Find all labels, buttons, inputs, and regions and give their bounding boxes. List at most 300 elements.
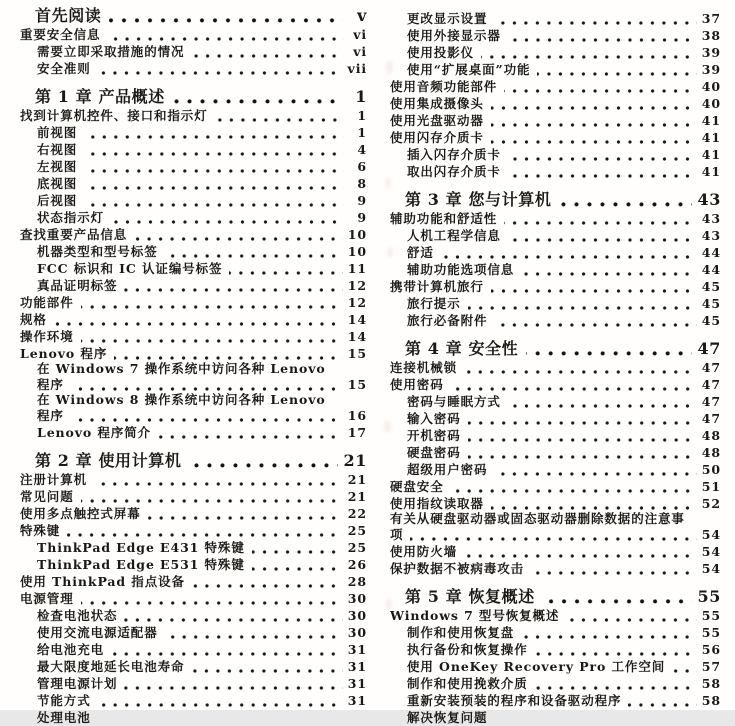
entry-title: 第 4 章 安全性 — [405, 339, 519, 358]
page-number: 25 — [347, 540, 367, 555]
page-number: 15 — [347, 346, 367, 361]
page-number: 9 — [357, 193, 367, 208]
page-number: vii — [347, 61, 367, 76]
dot-leader — [494, 323, 696, 327]
entry-title: 辅助功能和舒适性 — [390, 211, 498, 226]
entry-title: 节能方式 — [37, 693, 91, 708]
entry-title: 执行备份和恢复操作 — [407, 642, 528, 657]
dot-leader — [148, 516, 343, 520]
page-number: 40 — [701, 96, 721, 111]
page-number: 41 — [701, 130, 721, 145]
dot-leader — [508, 174, 697, 178]
entry-title: 底视图 — [37, 176, 78, 191]
dot-leader — [491, 140, 697, 144]
toc-entry — [20, 260, 367, 277]
entry-title: 程序 — [37, 377, 64, 392]
entry-title: 使用交流电源适配器 — [37, 625, 158, 640]
entry-title: 状态指示灯 — [37, 210, 105, 225]
page-number: 15 — [347, 377, 367, 392]
entry-title: 超级用户密码 — [407, 462, 488, 477]
entry-title: Lenovo 程序 — [20, 346, 108, 361]
entry-title: 使用集成摄像头 — [390, 96, 484, 111]
entry-title: 安全准则 — [37, 61, 91, 76]
entry-title: 使用投影仪 — [407, 45, 475, 60]
page-number: 31 — [347, 659, 367, 674]
toc-entry — [390, 427, 721, 444]
toc-entry — [20, 692, 367, 709]
toc-entry — [20, 175, 367, 192]
entry-title: 开机密码 — [407, 428, 461, 443]
entry-title: 输入密码 — [407, 411, 461, 426]
toc-entry — [20, 243, 367, 260]
toc-entry — [20, 226, 367, 243]
toc-entry — [390, 512, 721, 543]
toc-entry — [390, 543, 721, 560]
toc-entry — [20, 624, 367, 641]
entry-title: 携带计算机旅行 — [390, 279, 484, 294]
dot-leader — [98, 703, 343, 707]
dot-leader — [252, 567, 343, 571]
page-number: 21 — [347, 472, 367, 487]
dot-leader — [109, 18, 343, 23]
page-number: 16 — [347, 408, 367, 423]
dot-leader — [158, 435, 343, 439]
page-number: 41 — [701, 164, 721, 179]
page-number: 54 — [701, 561, 721, 576]
toc-entry — [390, 95, 721, 112]
entry-title: 操作环境 — [20, 329, 74, 344]
toc-entry — [390, 112, 721, 129]
entry-title: 制作和使用恢复盘 — [407, 625, 515, 640]
toc-entry — [20, 107, 367, 124]
toc-entry — [390, 692, 721, 709]
dot-leader — [191, 669, 342, 673]
entry-title: 真品证明标签 — [37, 278, 118, 293]
toc-entry — [20, 573, 367, 590]
page-number: 30 — [347, 608, 367, 623]
dot-leader — [559, 202, 691, 207]
entry-title: ThinkPad Edge E531 特殊键 — [37, 557, 245, 572]
entry-title: 管理电源计划 — [37, 676, 118, 691]
dot-leader — [491, 506, 697, 510]
dot-leader — [508, 238, 697, 242]
dot-leader — [81, 499, 343, 503]
entry-title: 规格 — [20, 312, 47, 327]
dot-leader — [84, 135, 344, 139]
dot-leader — [543, 599, 692, 604]
toc-entry — [20, 6, 367, 26]
dot-leader — [441, 255, 697, 259]
page-number: 47 — [701, 411, 721, 426]
dot-leader — [111, 220, 344, 224]
dot-leader — [504, 221, 697, 225]
entry-title: 处理电池 — [37, 710, 91, 725]
entry-title: 插入闪存介质卡 — [407, 147, 501, 162]
entry-title: 第 1 章 产品概述 — [35, 87, 165, 106]
dot-leader — [464, 554, 697, 558]
toc-entry — [390, 27, 721, 44]
toc-entry — [390, 278, 721, 295]
toc-entry — [20, 709, 367, 726]
entry-title: 第 2 章 使用计算机 — [35, 451, 182, 470]
dot-leader — [134, 237, 343, 241]
page-number: 26 — [347, 557, 367, 572]
entry-title: Lenovo 程序简介 — [37, 425, 152, 440]
entry-last-line — [37, 376, 367, 393]
entry-title: 重新安装预装的程序和设备驱动程序 — [407, 693, 622, 708]
toc-entry — [390, 210, 721, 227]
toc-entry — [390, 261, 721, 278]
toc-entry — [20, 192, 367, 209]
entry-title: 制作和使用挽救介质 — [407, 676, 528, 691]
toc-entry — [390, 444, 721, 461]
dot-leader — [81, 305, 343, 309]
page-number: 54 — [701, 527, 721, 542]
entry-title: 机器类型和型号标签 — [37, 244, 158, 259]
toc-entry — [20, 345, 367, 362]
page-number: 1 — [355, 87, 367, 106]
toc-entry — [390, 461, 721, 478]
page-number: 31 — [347, 676, 367, 691]
entry-title: 使用光盘驱动器 — [390, 113, 484, 128]
page-number: 12 — [347, 295, 367, 310]
entry-title: 使用防火墙 — [390, 544, 458, 559]
page-number: 1 — [357, 108, 367, 123]
toc-entry — [20, 607, 367, 624]
page-number: vi — [353, 44, 367, 59]
toc-entry — [20, 590, 367, 607]
toc-entry — [20, 43, 367, 60]
page-number: 14 — [347, 329, 367, 344]
dot-leader — [215, 118, 344, 122]
toc-entry — [20, 60, 367, 77]
page-number: 56 — [701, 642, 721, 657]
dot-leader — [526, 351, 691, 356]
page-number: v — [357, 6, 367, 25]
entry-title: 旅行提示 — [407, 296, 461, 311]
page-number: 55 — [701, 608, 721, 623]
dot-leader — [84, 203, 344, 207]
dot-leader — [451, 387, 697, 391]
toc-entry — [390, 607, 721, 624]
page-number: 17 — [347, 425, 367, 440]
toc-entry — [20, 294, 367, 311]
page-number: 45 — [701, 296, 721, 311]
dot-leader — [84, 152, 344, 156]
dot-leader — [81, 339, 343, 343]
toc-entry — [20, 141, 367, 158]
dot-leader — [229, 271, 342, 275]
page-number: 43 — [697, 190, 721, 209]
dot-leader — [84, 169, 344, 173]
entry-title: 取出闪存介质卡 — [407, 164, 501, 179]
dot-leader — [111, 652, 343, 656]
toc-entry — [390, 10, 721, 27]
toc-entry — [20, 393, 367, 424]
toc-entry — [390, 312, 721, 329]
page-number: 48 — [701, 428, 721, 443]
toc-entry — [390, 61, 721, 78]
toc-entry — [390, 478, 721, 495]
entry-title: 舒适 — [407, 245, 434, 260]
toc-entry — [20, 556, 367, 573]
entry-title: 使用密码 — [390, 377, 444, 392]
page-number: 47 — [701, 394, 721, 409]
toc-entry — [390, 658, 721, 675]
toc-entry — [390, 146, 721, 163]
dot-leader — [537, 72, 696, 76]
entry-title: 前视图 — [37, 125, 78, 140]
dot-leader — [628, 703, 696, 707]
toc-entry — [390, 495, 721, 512]
dot-leader — [252, 550, 343, 554]
toc-entry — [20, 311, 367, 328]
toc-entry — [20, 471, 367, 488]
page-number: 52 — [701, 496, 721, 511]
toc-entry — [20, 424, 367, 441]
page-number: 54 — [701, 544, 721, 559]
entry-title: 右视图 — [37, 142, 78, 157]
entry-title: 使用外接显示器 — [407, 28, 501, 43]
dot-leader — [173, 99, 343, 104]
dot-leader — [468, 455, 697, 459]
entry-title: 使用 ThinkPad 指点设备 — [20, 574, 185, 589]
dot-leader — [508, 157, 697, 161]
page-number: 44 — [701, 262, 721, 277]
dot-leader — [124, 618, 342, 622]
page-number: 11 — [347, 261, 367, 276]
toc-entry — [390, 393, 721, 410]
page-number: 39 — [701, 45, 721, 60]
dot-leader — [468, 306, 697, 310]
entry-title: 使用“扩展桌面”功能 — [407, 62, 531, 77]
dot-leader — [494, 472, 696, 476]
dot-leader — [114, 356, 343, 360]
page-number: 14 — [347, 312, 367, 327]
entry-title-line: 在 Windows 7 操作系统中访问各种 Lenovo — [37, 361, 326, 376]
page-number: 1 — [357, 125, 367, 140]
page-number: 12 — [347, 278, 367, 293]
page-number: 55 — [701, 625, 721, 640]
toc-entry — [20, 488, 367, 505]
toc-entry — [390, 44, 721, 61]
dot-leader — [107, 37, 344, 41]
toc-entry — [20, 26, 367, 43]
toc-entry — [390, 560, 721, 577]
entry-title: Windows 7 型号恢复概述 — [390, 608, 560, 623]
entry-title: 密码与睡眠方式 — [407, 394, 501, 409]
page-number: 9 — [357, 210, 367, 225]
page-number: 31 — [347, 693, 367, 708]
page-number: 40 — [701, 79, 721, 94]
entry-title: 人机工程学信息 — [407, 228, 501, 243]
page-number: 38 — [701, 28, 721, 43]
page-number: 50 — [701, 462, 721, 477]
page-number: 21 — [347, 489, 367, 504]
page-number: 47 — [701, 360, 721, 375]
entry-title: 更改显示设置 — [407, 11, 488, 26]
toc-entry — [390, 410, 721, 427]
entry-title: 使用多点触控式屏幕 — [20, 506, 141, 521]
entry-title: 左视图 — [37, 159, 78, 174]
entry-title: 功能部件 — [20, 295, 74, 310]
entry-title: 特殊键 — [20, 523, 61, 538]
toc-entry — [390, 78, 721, 95]
scan-artifact — [384, 420, 391, 433]
page-number: 10 — [347, 244, 367, 259]
page-number: 6 — [357, 159, 367, 174]
page-number: 21 — [343, 451, 367, 470]
toc-entry — [20, 362, 367, 393]
page-number: 4 — [357, 142, 367, 157]
page-number: 48 — [701, 445, 721, 460]
dot-leader — [468, 421, 697, 425]
dot-leader — [124, 686, 342, 690]
dot-leader — [491, 106, 697, 110]
toc-entry — [390, 709, 721, 726]
dot-leader — [672, 669, 697, 673]
page-number: vi — [353, 27, 367, 42]
page-number: 39 — [701, 62, 721, 77]
entry-title: 重要安全信息 — [20, 27, 101, 42]
toc-entry — [20, 328, 367, 345]
entry-title: 旅行必备附件 — [407, 313, 488, 328]
page-number: 22 — [347, 506, 367, 521]
toc-entry — [20, 209, 367, 226]
dot-leader — [81, 601, 343, 605]
scan-artifact — [386, 60, 393, 74]
page-number: 45 — [701, 279, 721, 294]
dot-leader — [191, 54, 344, 58]
dot-leader — [481, 55, 697, 59]
toc-entry — [20, 658, 367, 675]
page-number: 47 — [697, 339, 721, 358]
toc-entry — [20, 124, 367, 141]
entry-title: 辅助功能选项信息 — [407, 262, 515, 277]
dot-leader — [521, 635, 697, 639]
page-number: 58 — [701, 676, 721, 691]
dot-leader — [98, 71, 343, 75]
entry-title: 查找重要产品信息 — [20, 227, 128, 242]
toc-entry — [20, 87, 367, 107]
page-number: 30 — [347, 625, 367, 640]
dot-leader — [504, 89, 697, 93]
entry-title: 需要立即采取措施的情况 — [37, 44, 185, 59]
page-number: 43 — [701, 211, 721, 226]
page-number: 31 — [347, 642, 367, 657]
scan-artifact — [385, 177, 391, 189]
dot-leader — [521, 272, 697, 276]
entry-title-line: 有关从硬盘驱动器或固态驱动器删除数据的注意事 — [390, 511, 685, 526]
entry-last-line — [37, 407, 367, 424]
entry-title: 硬盘密码 — [407, 445, 461, 460]
toc-entry — [390, 359, 721, 376]
toc-entry — [390, 163, 721, 180]
entry-last-line — [390, 526, 721, 543]
toc-entry — [390, 675, 721, 692]
entry-title: 找到计算机控件、接口和指示灯 — [20, 108, 208, 123]
dot-leader — [165, 635, 343, 639]
dot-leader — [71, 387, 343, 391]
toc-entry — [390, 587, 721, 607]
dot-leader — [84, 186, 344, 190]
dot-leader — [508, 404, 697, 408]
page-number: 37 — [701, 11, 721, 26]
toc-entry — [20, 539, 367, 556]
entry-title: 电源管理 — [20, 591, 74, 606]
entry-title: FCC 标识和 IC 认证编号标签 — [37, 261, 223, 276]
dot-leader — [491, 123, 697, 127]
entry-title: 使用指纹读取器 — [390, 496, 484, 511]
entry-title: 使用音频功能部件 — [390, 79, 498, 94]
toc-entry — [390, 190, 721, 210]
page-number: 47 — [701, 377, 721, 392]
dot-leader — [67, 533, 343, 537]
page-number: 55 — [697, 587, 721, 606]
page-number: 10 — [347, 227, 367, 242]
entry-title: 注册计算机 — [20, 472, 88, 487]
entry-title: 硬盘安全 — [390, 479, 444, 494]
page-number: 57 — [701, 659, 721, 674]
dot-leader — [464, 370, 697, 374]
toc-entry — [390, 376, 721, 393]
page-number: 28 — [347, 574, 367, 589]
dot-leader — [491, 289, 697, 293]
entry-title: 第 3 章 您与计算机 — [405, 190, 552, 209]
dot-leader — [535, 686, 697, 690]
page-number: 41 — [701, 147, 721, 162]
entry-title: 常见问题 — [20, 489, 74, 504]
entry-title: 程序 — [37, 408, 64, 423]
dot-leader — [508, 38, 697, 42]
entry-title: ThinkPad Edge E431 特殊键 — [37, 540, 245, 555]
dot-leader — [494, 21, 696, 25]
dot-leader — [94, 482, 343, 486]
toc-entry — [20, 277, 367, 294]
dot-leader — [71, 418, 343, 422]
page-number: 51 — [701, 479, 721, 494]
dot-leader — [165, 254, 343, 258]
page-number: 41 — [701, 113, 721, 128]
entry-title: 给电池充电 — [37, 642, 105, 657]
toc-column-left — [20, 0, 367, 726]
entry-title: 第 5 章 恢复概述 — [405, 587, 535, 606]
page-number: 58 — [701, 693, 721, 708]
page-number: 25 — [347, 523, 367, 538]
entry-title: 项 — [390, 527, 404, 542]
toc-entry — [390, 227, 721, 244]
entry-title: 最大限度地延长电池寿命 — [37, 659, 185, 674]
toc-column-right — [390, 0, 721, 726]
entry-title: 使用 OneKey Recovery Pro 工作空间 — [407, 659, 666, 674]
entry-title: 使用闪存介质卡 — [390, 130, 484, 145]
page-number: 44 — [701, 245, 721, 260]
toc-entry — [390, 295, 721, 312]
dot-leader — [192, 584, 343, 588]
page-number: 8 — [357, 176, 367, 191]
toc-entry — [390, 339, 721, 359]
dot-leader — [566, 618, 696, 622]
toc-entry — [390, 624, 721, 641]
toc-entry — [20, 451, 367, 471]
toc-entry — [20, 158, 367, 175]
toc-entry — [20, 641, 367, 658]
toc-entry — [390, 129, 721, 146]
dot-leader — [189, 463, 337, 468]
page-number: 43 — [701, 228, 721, 243]
dot-leader — [468, 438, 697, 442]
scan-artifact — [386, 598, 392, 610]
